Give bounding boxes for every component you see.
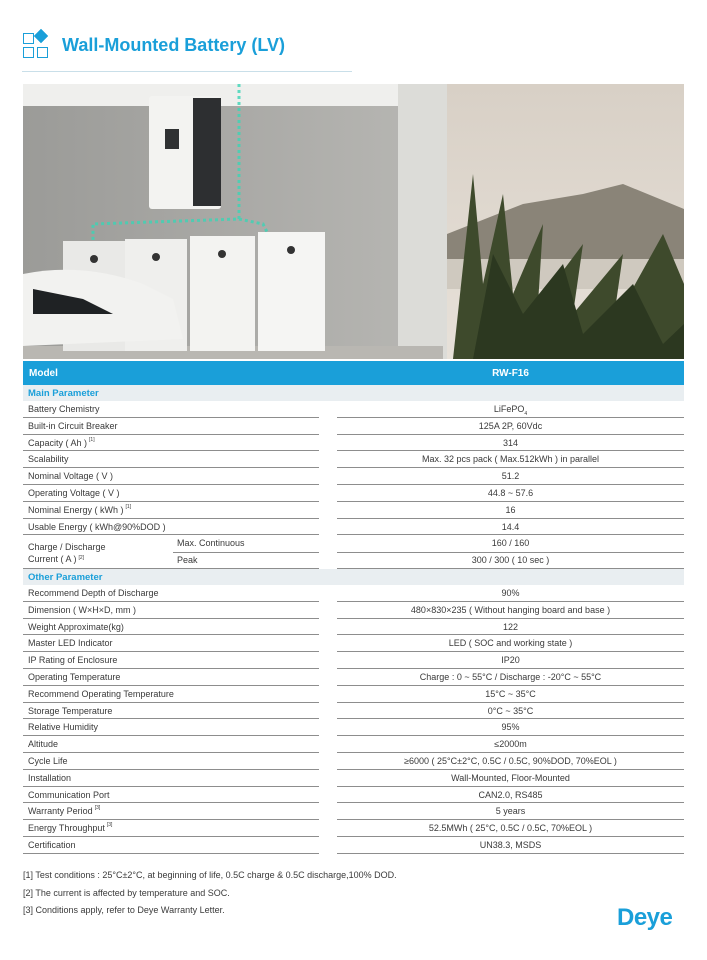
peak-label: Peak bbox=[177, 555, 198, 566]
row-value: Max. 32 pcs pack ( Max.512kWh ) in parallel bbox=[421, 454, 600, 465]
table-row bbox=[23, 719, 684, 736]
page-header bbox=[22, 30, 285, 60]
row-value: 51.2 bbox=[501, 471, 520, 482]
row-label: Recommend Operating Temperature bbox=[28, 688, 174, 699]
row-label: Storage Temperature bbox=[28, 705, 113, 716]
row-label: Altitude bbox=[28, 739, 59, 750]
row-label: Weight Approximate(kg) bbox=[28, 621, 124, 632]
row-label: Battery Chemistry bbox=[28, 404, 100, 414]
table-row bbox=[23, 401, 684, 418]
section-other-parameter: Other Parameter bbox=[23, 569, 684, 585]
table-row bbox=[23, 435, 684, 452]
row-value: 125A 2P, 60Vdc bbox=[478, 420, 543, 431]
row-value: Charge : 0 ~ 55°C / Discharge : -20°C ~ 55°C bbox=[419, 671, 602, 682]
table-row bbox=[23, 418, 684, 435]
row-label: Recommend Depth of Discharge bbox=[28, 587, 159, 598]
row-label: Cycle Life bbox=[28, 755, 68, 766]
row-label: Capacity ( Ah ) [1] bbox=[28, 436, 95, 448]
row-value: LiFePO$_4$ bbox=[493, 404, 528, 417]
row-value: 90% bbox=[501, 587, 520, 598]
table-row bbox=[23, 451, 684, 468]
model-header-row bbox=[23, 361, 684, 385]
row-label: Installation bbox=[28, 772, 72, 783]
table-row bbox=[23, 753, 684, 770]
product-photo bbox=[23, 84, 684, 359]
table-row bbox=[23, 736, 684, 753]
row-label: Nominal Voltage ( V ) bbox=[28, 471, 114, 482]
max-continuous-value: 160 / 160 bbox=[491, 538, 530, 549]
other-parameter-rows bbox=[23, 585, 684, 854]
footnote: [2] The current is affected by temperature and SOC. bbox=[23, 887, 230, 898]
table-row bbox=[23, 787, 684, 804]
row-label: Certification bbox=[28, 839, 76, 850]
row-label: Operating Temperature bbox=[28, 671, 121, 682]
table-row bbox=[23, 585, 684, 602]
row-label: IP Rating of Enclosure bbox=[28, 655, 118, 666]
row-label: Operating Voltage ( V ) bbox=[28, 487, 120, 498]
row-value: LED ( SOC and working state ) bbox=[448, 638, 573, 649]
table-row bbox=[23, 635, 684, 652]
row-label: Nominal Energy ( kWh ) [1] bbox=[28, 503, 132, 515]
row-label: Usable Energy ( kWh@90%DOD ) bbox=[28, 521, 166, 532]
row-value: UN38.3, MSDS bbox=[479, 839, 542, 850]
row-value: 16 bbox=[505, 504, 516, 515]
section-main-parameter: Main Parameter bbox=[23, 385, 684, 401]
table-row bbox=[23, 519, 684, 536]
model-label: Model bbox=[29, 368, 58, 379]
charge-discharge-row bbox=[23, 535, 684, 569]
table-row bbox=[23, 669, 684, 686]
max-continuous-label: Max. Continuous bbox=[177, 538, 245, 549]
table-row bbox=[23, 619, 684, 636]
row-value: 314 bbox=[502, 437, 519, 448]
row-value: CAN2.0, RS485 bbox=[478, 789, 543, 800]
row-label: Dimension ( W×H×D, mm ) bbox=[28, 604, 137, 615]
table-row bbox=[23, 502, 684, 519]
charge-discharge-label: Charge / Discharge Current ( A ) [2] bbox=[28, 542, 106, 565]
title-divider bbox=[22, 71, 352, 72]
page-title: Wall-Mounted Battery (LV) bbox=[62, 34, 285, 55]
model-value: RW-F16 bbox=[492, 368, 529, 379]
row-value: 5 years bbox=[495, 806, 526, 817]
table-row bbox=[23, 468, 684, 485]
row-value: 14.4 bbox=[501, 521, 520, 532]
table-row bbox=[23, 820, 684, 837]
footnotes bbox=[23, 867, 397, 920]
row-value: 0°C ~ 35°C bbox=[487, 705, 534, 716]
row-value: 95% bbox=[501, 722, 520, 733]
peak-value: 300 / 300 ( 10 sec ) bbox=[471, 555, 550, 566]
spec-table bbox=[23, 361, 684, 854]
row-value: 52.5MWh ( 25°C, 0.5C / 0.5C, 70%EOL ) bbox=[428, 823, 593, 834]
table-row bbox=[23, 703, 684, 720]
main-parameter-rows bbox=[23, 401, 684, 535]
table-row bbox=[23, 686, 684, 703]
table-row bbox=[23, 652, 684, 669]
row-value: IP20 bbox=[501, 655, 520, 666]
row-value: ≥6000 ( 25°C±2°C, 0.5C / 0.5C, 90%DOD, 70%EOL ) bbox=[404, 755, 617, 766]
table-row bbox=[23, 770, 684, 787]
footnote: [1] Test conditions : 25°C±2°C, at beginning of life, 0.5C charge & 0.5C discharge,100% DOD. bbox=[23, 870, 397, 880]
row-value: 15°C ~ 35°C bbox=[485, 688, 536, 699]
four-squares-logo-icon bbox=[22, 30, 52, 60]
row-label: Warranty Period [3] bbox=[28, 805, 101, 817]
row-label: Scalability bbox=[28, 454, 69, 465]
table-row bbox=[23, 837, 684, 854]
row-label: Master LED Indicator bbox=[28, 638, 113, 649]
row-label: Built-in Circuit Breaker bbox=[28, 420, 118, 431]
table-row bbox=[23, 803, 684, 820]
deye-logo: Deye bbox=[617, 904, 673, 931]
row-value: 44.8 ~ 57.6 bbox=[487, 487, 534, 498]
row-value: Wall-Mounted, Floor-Mounted bbox=[451, 772, 570, 783]
table-row bbox=[23, 485, 684, 502]
row-value: ≤2000m bbox=[494, 739, 527, 750]
row-label: Energy Throughput [3] bbox=[28, 822, 113, 834]
footnote: [3] Conditions apply, refer to Deye Warranty Letter. bbox=[23, 905, 225, 915]
table-row bbox=[23, 602, 684, 619]
row-label: Relative Humidity bbox=[28, 722, 99, 733]
row-value: 122 bbox=[502, 621, 519, 632]
row-value: 480×830×235 ( Without hanging board and base ) bbox=[410, 604, 611, 615]
row-label: Communication Port bbox=[28, 789, 110, 800]
